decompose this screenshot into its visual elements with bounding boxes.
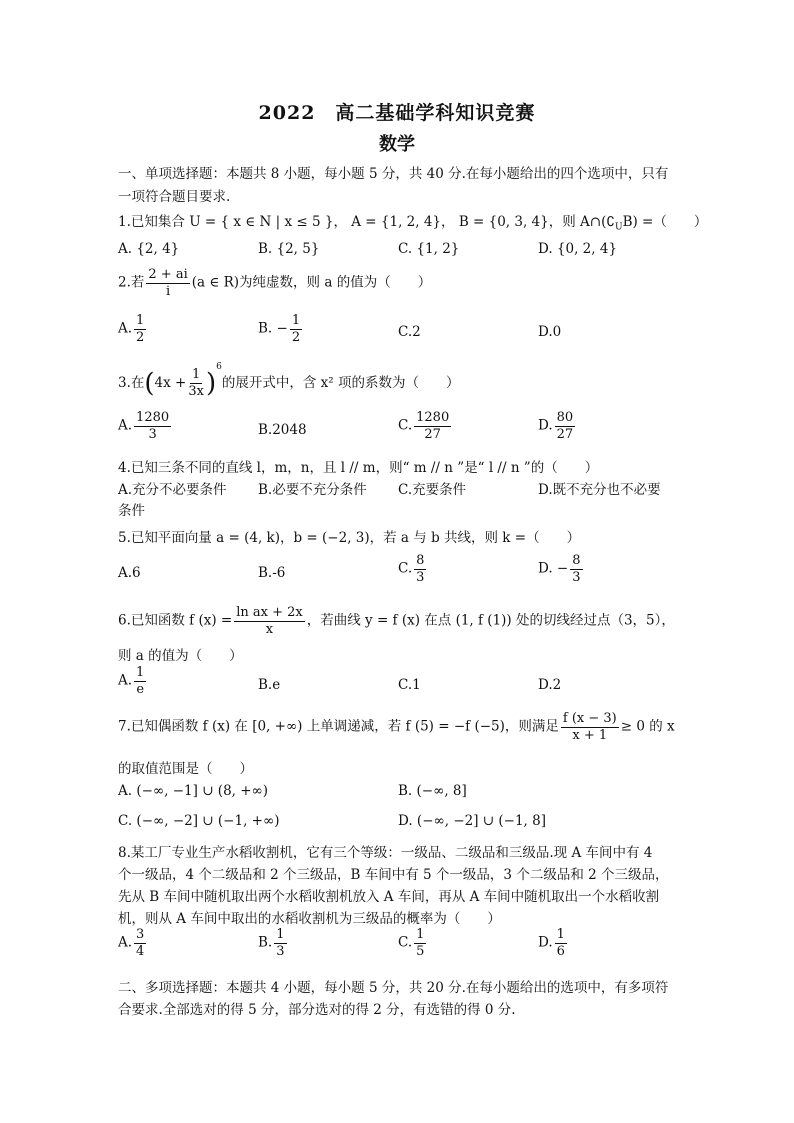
q1-option-c: C. {1, 2} — [398, 241, 460, 257]
q8-option-a-num: 3 — [136, 927, 145, 942]
q8-option-a-label: A. — [118, 934, 133, 951]
q1-expr: A∩(∁ — [580, 214, 615, 230]
q3-option-a — [118, 411, 173, 441]
q8-option-a — [118, 928, 148, 958]
q2-option-a-frac — [134, 314, 146, 344]
q4-option-d: D.既不充分也不必要 — [538, 482, 661, 498]
q3-suffix: 的展开式中，含 x² 项的系数为（ ） — [221, 375, 460, 391]
section1-intro-line2: 一项符合题目要求. — [118, 189, 231, 205]
q8-option-b — [258, 928, 289, 958]
q2-fraction-num: 2 + ai — [148, 267, 188, 282]
q3-option-c-den: 27 — [424, 426, 441, 442]
q8-option-d-frac — [555, 928, 567, 958]
q2-option-d: D.0 — [538, 324, 562, 340]
q1-set-b: B = {0, 3, 4} — [458, 214, 549, 230]
q8-option-c-frac — [414, 928, 426, 958]
q3-option-a-frac — [134, 411, 171, 441]
q8-option-b-frac — [274, 928, 286, 958]
q3-left-paren: ( — [144, 368, 155, 399]
q5-option-c-frac — [414, 554, 426, 584]
q1-option-b: B. {2, 5} — [258, 241, 320, 257]
q6-stem — [118, 606, 675, 636]
q2-fraction — [146, 268, 189, 298]
q2-option-a — [118, 314, 148, 344]
q3-inner: 4x + — [154, 375, 187, 391]
q6-option-d: D.2 — [538, 677, 562, 693]
q6-option-a-frac — [134, 666, 146, 696]
q6-option-b: B.e — [258, 677, 281, 693]
q7-suffix: ≥ 0 的 x — [620, 718, 675, 735]
q5-option-b: B.-6 — [258, 565, 286, 581]
q4-option-a: A.充分不必要条件 — [118, 482, 227, 498]
q8-stem-line2: 个一级品，4 个二级品和 2 个三级品，B 车间中有 5 个一级品，3 个二级品和 2 个三级品， — [118, 867, 669, 883]
q8-option-c — [398, 928, 428, 958]
q6-option-a-den: e — [136, 681, 145, 697]
q2-option-c: C.2 — [398, 324, 421, 340]
q3-fraction-num: 1 — [192, 367, 201, 383]
q7-option-c: C. (−∞, −2] ∪ (−1, +∞) — [118, 813, 280, 829]
q3-option-b: B.2048 — [258, 422, 307, 438]
q2-option-b-den: 2 — [291, 329, 301, 345]
q3-option-a-den: 3 — [148, 426, 157, 442]
q2-option-b-frac — [290, 314, 302, 344]
q3-option-c-frac — [414, 411, 451, 441]
q2-option-b-num: 1 — [291, 313, 301, 328]
q3-option-d-label: D. — [538, 417, 553, 434]
q8-option-a-frac — [134, 928, 146, 958]
q5-stem: 5.已知平面向量 a = (4, k)，b = (−2, 3)，若 a 与 b 共线，则 k =（ ） — [118, 530, 581, 546]
q1-set-u: U = { x ∈ N | x ≤ 5 } — [189, 214, 334, 230]
q1-set-a: A = {1, 2, 4} — [351, 214, 442, 230]
q5-option-c — [398, 554, 428, 584]
q8-option-d-den: 6 — [556, 943, 565, 959]
q3-option-d-num: 80 — [556, 410, 574, 425]
q3-fraction — [188, 368, 204, 398]
q5-option-a: A.6 — [118, 565, 141, 581]
q7-fraction-den: x + 1 — [572, 727, 608, 743]
q7-stem-continued: 的取值范围是（ ） — [118, 761, 253, 777]
q1-expr-sub: U — [614, 222, 623, 233]
q5-option-d-num: 8 — [572, 553, 581, 568]
exam-subject: 数学 — [379, 134, 415, 155]
q4-option-b: B.必要不充分条件 — [258, 482, 367, 498]
q3-option-d — [538, 411, 577, 441]
q8-option-d — [538, 928, 569, 958]
q4-stem: 4.已知三条不同的直线 l，m，n，且 l // m，则“ m // n ”是“ l // n ”的（ ） — [118, 460, 599, 476]
q3-option-a-label: A. — [118, 417, 133, 434]
q6-option-c: C.1 — [398, 677, 421, 693]
q5-option-d — [538, 554, 585, 584]
q6-option-a-num: 1 — [136, 665, 145, 680]
q8-stem-line3: 先从 B 车间中随机取出两个水稻收割机放入 A 车间，再从 A 车间中随机取出一个水稻收割 — [118, 889, 660, 905]
q1-stem-prefix: 1.已知集合 — [118, 214, 185, 230]
q1-stem: 1.已知集合 U = { x ∈ N | x ≤ 5 }， A = {1, 2, 4}， B = {0, 3, 4}，则 $A\cap(∁_UB)$ =（ ） — [118, 214, 708, 233]
q6-fraction-den: x — [265, 621, 274, 637]
q2-fraction-den: i — [165, 283, 171, 299]
q2-option-b — [258, 314, 304, 344]
q8-stem-line4: 机，则从 A 车间中取出的水稻收割机为三级品的概率为（ ） — [118, 911, 501, 927]
q8-option-b-den: 3 — [276, 943, 285, 959]
q2-stem — [118, 268, 431, 298]
exam-title: 2022 高二基础学科知识竞赛 — [258, 102, 536, 124]
q1-option-d: D. {0, 2, 4} — [538, 241, 618, 257]
q7-fraction-num: f (x − 3) — [562, 711, 617, 726]
q8-option-c-num: 1 — [416, 927, 425, 942]
section2-intro-line2: 合要求.全部选对的得 5 分，部分选对的得 2 分，有选错的得 0 分. — [118, 1002, 516, 1018]
q6-fraction-num: ln ax + 2x — [236, 605, 303, 620]
q6-fraction — [234, 606, 305, 636]
section2-intro-line1: 二、多项选择题：本题共 4 小题，每小题 5 分，共 20 分.在每小题给出的选项中，有多项符 — [118, 980, 669, 996]
q5-option-c-label: C. — [398, 560, 413, 577]
q8-option-b-label: B. — [258, 934, 273, 951]
q5-option-d-frac — [570, 554, 582, 584]
q3-option-d-den: 27 — [556, 426, 574, 442]
section1-intro-line1: 一、单项选择题：本题共 8 小题，每小题 5 分，共 40 分.在每小题给出的四个选项中，只有 — [118, 166, 669, 182]
q7-stem — [118, 712, 675, 742]
q3-exponent: 6 — [216, 362, 222, 372]
q3-fraction-den: 3x — [188, 384, 204, 399]
q8-option-d-num: 1 — [556, 927, 565, 942]
q3-prefix: 3.在 — [118, 375, 145, 391]
q8-option-d-label: D. — [538, 934, 553, 951]
q3-option-d-frac — [555, 411, 576, 441]
q3-option-c-label: C. — [398, 417, 413, 434]
q3-option-c-num: 1280 — [416, 410, 450, 425]
q2-option-a-den: 2 — [136, 329, 145, 345]
q4-option-c: C.充要条件 — [398, 482, 467, 498]
q1-option-a: A. {2, 4} — [118, 241, 180, 257]
q3-right-paren: ) — [205, 368, 217, 399]
q8-stem-line1: 8.某工厂专业生产水稻收割机，它有三个等级：一级品、二级品和三级品.现 A 车间中有 4 — [118, 845, 653, 861]
q7-option-a: A. (−∞, −1] ∪ (8, +∞) — [118, 783, 269, 799]
q7-fraction — [561, 712, 619, 742]
q8-option-c-label: C. — [398, 934, 413, 951]
q2-option-b-label: B. − — [258, 320, 288, 337]
q5-option-d-den: 3 — [572, 569, 581, 585]
q2-prefix: 2.若 — [118, 274, 145, 291]
q1-expr-tail: B) =（ ） — [622, 214, 708, 230]
q7-option-b: B. (−∞, 8] — [398, 783, 467, 799]
q5-option-d-label: D. − — [538, 560, 569, 577]
q3-option-a-num: 1280 — [136, 410, 170, 425]
q5-option-c-num: 8 — [416, 553, 425, 568]
q4-option-d-continued: 条件 — [118, 503, 145, 519]
q8-option-b-num: 1 — [276, 927, 285, 942]
q7-prefix: 7.已知偶函数 f (x) 在 [0, +∞) 上单调递减，若 f (5) = −f (−5)，则满足 — [118, 718, 559, 735]
q2-option-a-label: A. — [118, 320, 133, 337]
q8-option-a-den: 4 — [136, 943, 145, 959]
q6-suffix: ，若曲线 y = f (x) 在点 (1, f (1)) 处的切线经过点（3，5）， — [306, 612, 675, 629]
q6-option-a — [118, 666, 148, 696]
q3-stem — [118, 362, 459, 399]
q6-option-a-label: A. — [118, 672, 133, 689]
q7-option-d: D. (−∞, −2] ∪ (−1, 8] — [398, 813, 546, 829]
q2-suffix: (a ∈ R)为纯虚数，则 a 的值为（ ） — [191, 274, 432, 291]
q2-option-a-num: 1 — [136, 313, 145, 328]
q8-option-c-den: 5 — [416, 943, 425, 959]
q5-option-c-den: 3 — [416, 569, 425, 585]
q3-option-c — [398, 411, 453, 441]
q6-prefix: 6.已知函数 f (x) = — [118, 612, 233, 629]
q6-stem-continued: 则 a 的值为（ ） — [118, 648, 243, 664]
q1-stem-mid: ，则 — [548, 214, 576, 230]
